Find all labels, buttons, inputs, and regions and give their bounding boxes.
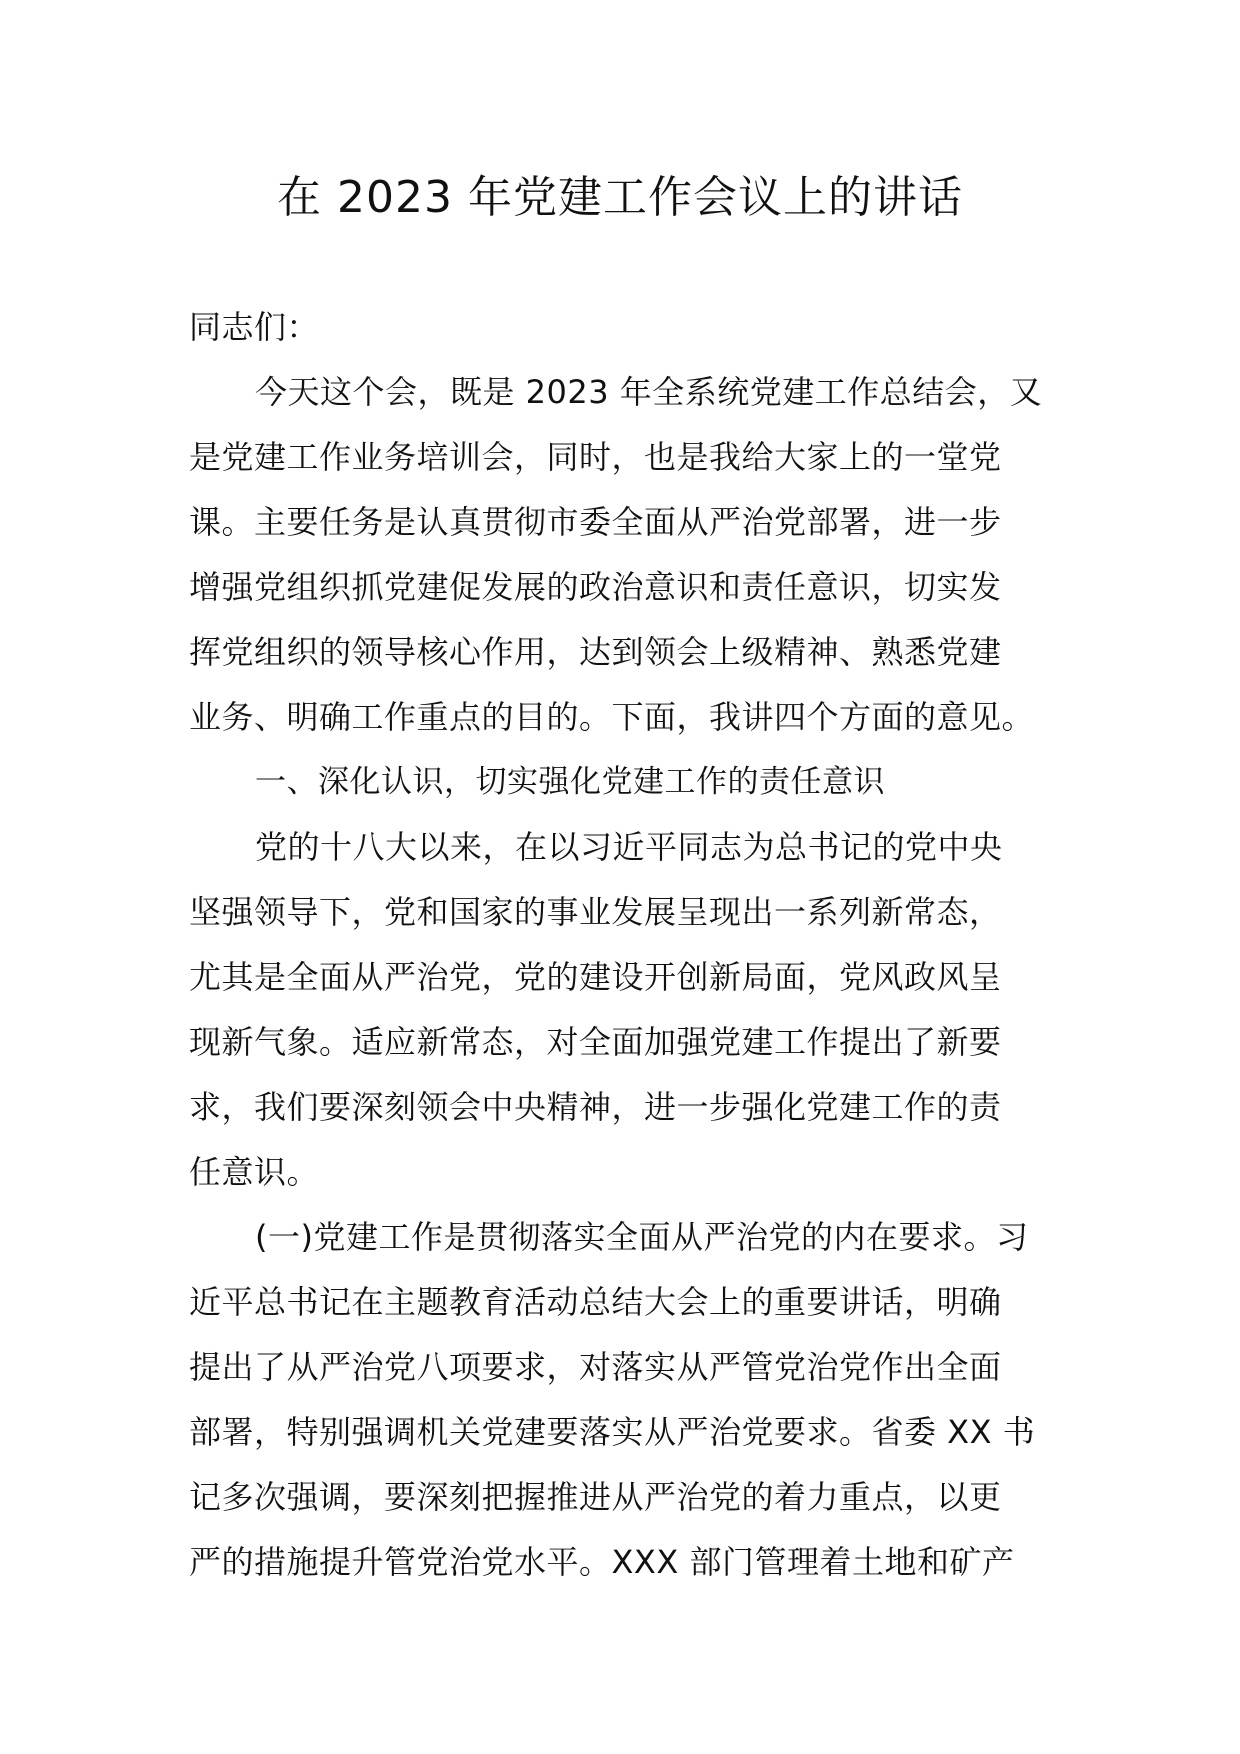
paragraph-line: 任意识。: [189, 1153, 320, 1191]
paragraph-line: 近平总书记在主题教育活动总结大会上的重要讲话，明确: [189, 1283, 1002, 1321]
salutation-line: 同志们：: [189, 308, 320, 346]
document-body: [189, 295, 1069, 1595]
paragraph-line: 求，我们要深刻领会中央精神，进一步强化党建工作的责: [189, 1088, 1002, 1126]
section-heading: 一、深化认识，切实强化党建工作的责任意识: [255, 764, 885, 800]
paragraph-line: 尤其是全面从严治党，党的建设开创新局面，党风政风呈: [189, 958, 1002, 996]
paragraph-line: 挥党组织的领导核心作用，达到领会上级精神、熟悉党建: [189, 633, 1002, 671]
paragraph-line: 现新气象。适应新常态，对全面加强党建工作提出了新要: [189, 1023, 1002, 1061]
paragraph-line: 业务、明确工作重点的目的。下面，我讲四个方面的意见。: [189, 698, 1035, 736]
paragraph-line: 是党建工作业务培训会，同时，也是我给大家上的一堂党: [189, 438, 1002, 476]
document-title: 在 2023 年党建工作会议上的讲话: [277, 172, 963, 223]
paragraph-line: 党的十八大以来，在以习近平同志为总书记的党中央: [255, 828, 1003, 866]
paragraph-line: 坚强领导下，党和国家的事业发展呈现出一系列新常态，: [189, 893, 1002, 931]
paragraph-line: 课。主要任务是认真贯彻市委全面从严治党部署，进一步: [189, 503, 1002, 541]
paragraph-line: 部署，特别强调机关党建要落实从严治党要求。省委 XX 书: [189, 1413, 1036, 1451]
paragraph-line: 今天这个会，既是 2023 年全系统党建工作总结会，又: [255, 373, 1043, 411]
paragraph-line: 严的措施提升管党治党水平。XXX 部门管理着土地和矿产: [189, 1543, 1015, 1581]
paragraph-line: 增强党组织抓党建促发展的政治意识和责任意识，切实发: [189, 568, 1002, 606]
paragraph-line: 提出了从严治党八项要求，对落实从严管党治党作出全面: [189, 1348, 1002, 1386]
subsection-line: (一)党建工作是贯彻落实全面从严治党的内在要求。习: [255, 1218, 1029, 1256]
paragraph-line: 记多次强调，要深刻把握推进从严治党的着力重点，以更: [189, 1478, 1002, 1516]
